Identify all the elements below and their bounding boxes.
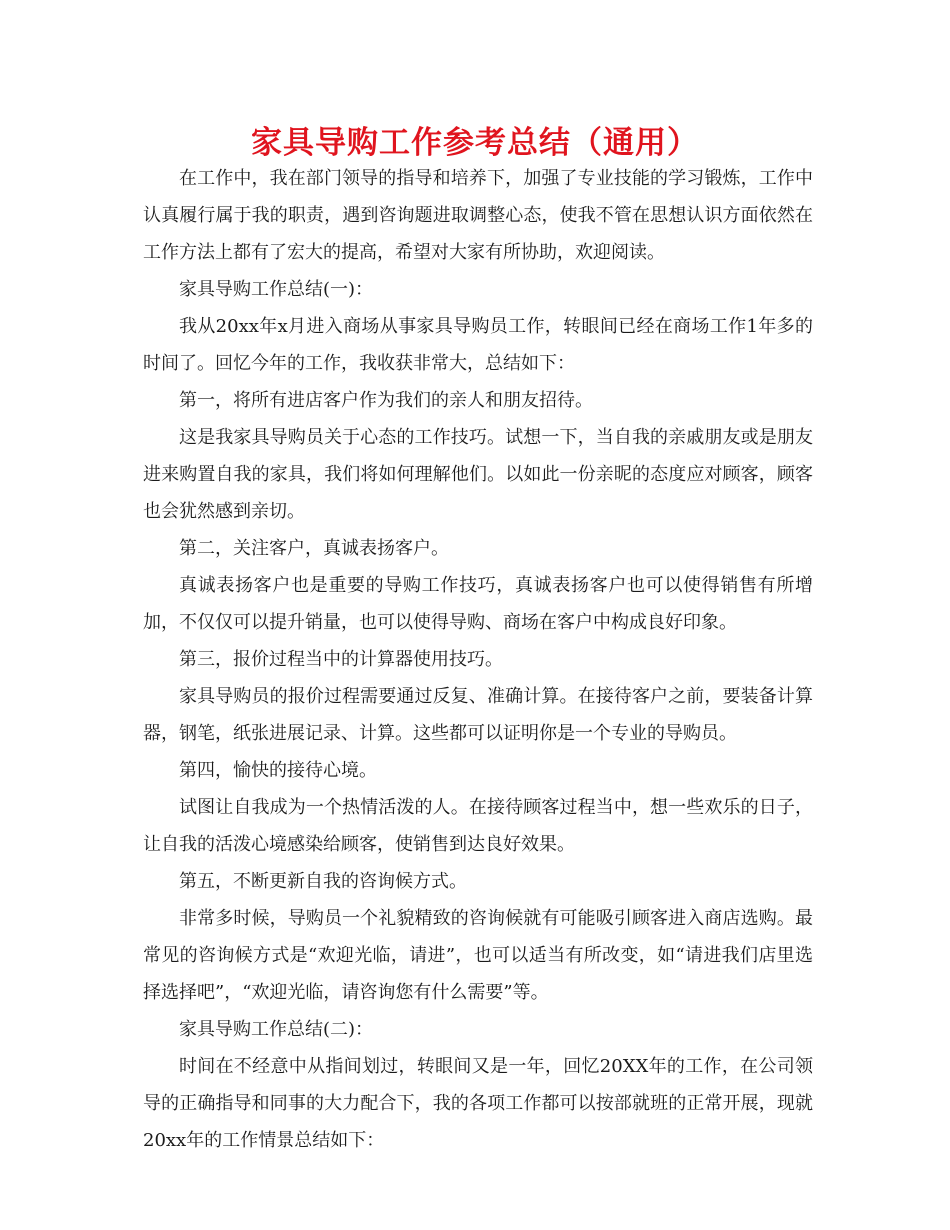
point-heading-1: 第一，将所有进店客户作为我们的亲人和朋友招待。 xyxy=(179,390,593,411)
paragraph: 家具导购员的报价过程需要通过反复、准确计算。在接待客户之前，要装备计算器，钢笔，纸张进展记录、计算。这些都可以证明你是一个专业的导购员。 xyxy=(143,686,813,744)
document-body xyxy=(143,160,813,1159)
point-heading-5: 第五，不断更新自我的咨询候方式。 xyxy=(179,871,467,892)
section-heading-1: 家具导购工作总结(一)： xyxy=(179,279,374,300)
paragraph: 这是我家具导购员关于心态的工作技巧。试想一下，当自我的亲戚朋友或是朋友进来购置自我的家具，我们将如何理解他们。以如此一份亲昵的态度应对顾客，顾客也会犹然感到亲切。 xyxy=(143,427,813,522)
section-heading-2: 家具导购工作总结(二)： xyxy=(179,1019,374,1040)
paragraph: 真诚表扬客户也是重要的导购工作技巧，真诚表扬客户也可以使得销售有所增加，不仅仅可以提升销量，也可以使得导购、商场在客户中构成良好印象。 xyxy=(143,575,813,633)
point-heading-3: 第三，报价过程当中的计算器使用技巧。 xyxy=(179,649,503,670)
paragraph: 试图让自我成为一个热情活泼的人。在接待顾客过程当中，想一些欢乐的日子，让自我的活泼心境感染给顾客，使销售到达良好效果。 xyxy=(143,797,813,855)
point-heading-4: 第四，愉快的接待心境。 xyxy=(179,760,377,781)
paragraph: 我从20xx年x月进入商场从事家具导购员工作，转眼间已经在商场工作1年多的时间了。回忆今年的工作，我收获非常大，总结如下： xyxy=(143,316,813,374)
paragraph: 时间在不经意中从指间划过，转眼间又是一年，回忆20XX年的工作，在公司领导的正确指导和同事的大力配合下，我的各项工作都可以按部就班的正常开展，现就20xx年的工作情景总结如下： xyxy=(143,1056,813,1151)
document-title: 家具导购工作参考总结（通用） xyxy=(251,125,699,161)
paragraph-intro: 在工作中，我在部门领导的指导和培养下，加强了专业技能的学习锻炼，工作中认真履行属于我的职责，遇到咨询题进取调整心态，使我不管在思想认识方面依然在工作方法上都有了宏大的提高，希望对大家有所协助，欢迎阅读。 xyxy=(143,168,813,263)
point-heading-2: 第二，关注客户，真诚表扬客户。 xyxy=(179,538,449,559)
paragraph: 非常多时候，导购员一个礼貌精致的咨询候就有可能吸引顾客进入商店选购。最常见的咨询候方式是“欢迎光临，请进”，也可以适当有所改变，如“请进我们店里选择选择吧”，“欢迎光临，请咨询您有什么需要”等。 xyxy=(143,908,813,1003)
